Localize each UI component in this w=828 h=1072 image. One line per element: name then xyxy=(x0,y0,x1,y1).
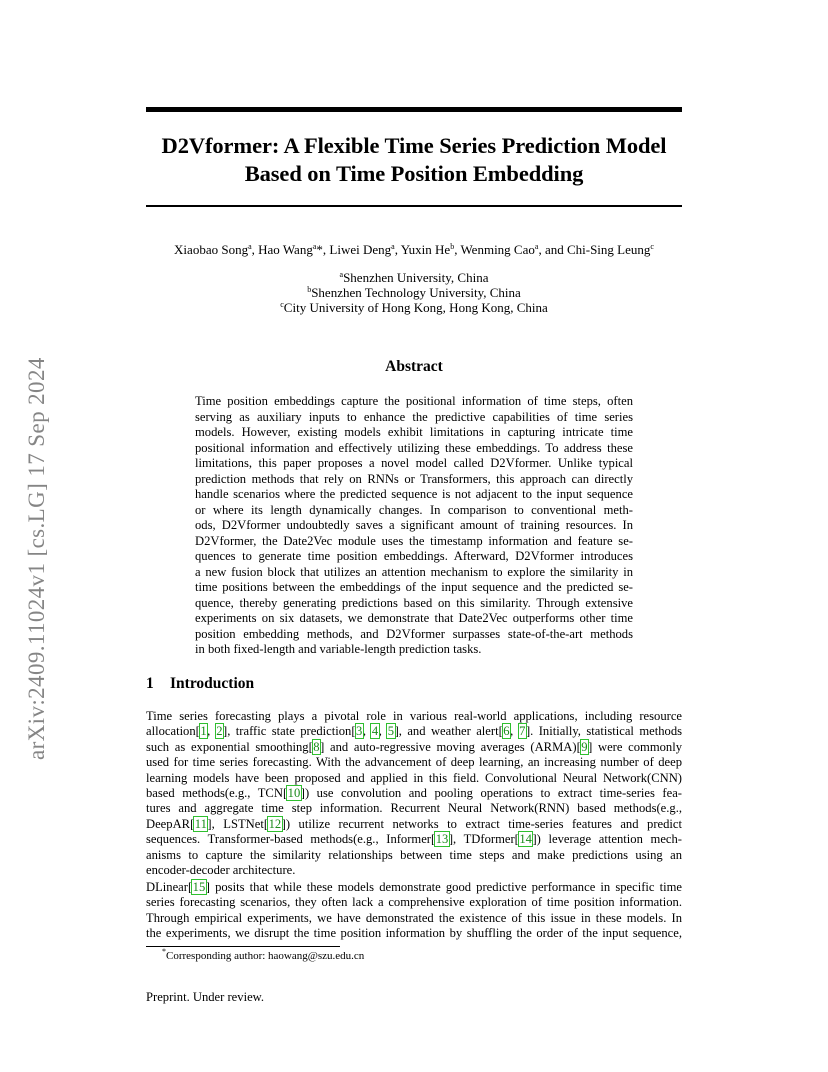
author-list: Xiaobao Song$^a$, Hao Wang$^a$*, Liwei Deng$^a$, Yuxin He$^b$, Wenming Cao$^a$, and Chi-Sing Leung$^c$ xyxy=(174,242,654,257)
author-name: Chi-Sing Leung xyxy=(566,242,651,257)
title-top-rule xyxy=(146,107,682,112)
affiliation-mark: a xyxy=(248,242,252,251)
body-line: used for time series forecasting. With the advancement of deep learning, an increasing number of deep xyxy=(146,755,682,770)
intro-paragraph-1 xyxy=(146,709,682,878)
citation-link[interactable]: 1 xyxy=(200,724,207,739)
abstract-line: serving as auxiliary inputs to enhance the predictive capabilities of time series xyxy=(195,409,633,424)
body-line: sequences. Transformer-based methods(e.g., Informer[13], TDformer[14]) leverage attention mech- xyxy=(146,832,682,847)
body-line: Time series forecasting plays a pivotal role in various real-world applications, including resource xyxy=(146,709,682,723)
affiliation-mark: a xyxy=(312,242,317,251)
body-line: Through empirical experiments, we have demonstrated the existence of this issue in these models. In xyxy=(146,910,682,925)
citation-link[interactable]: 9 xyxy=(581,739,588,754)
abstract-heading: Abstract xyxy=(385,358,443,375)
abstract-line: D2Vformer, the Date2Vec module uses the timestamp information and feature se- xyxy=(195,533,633,548)
section-title: Introduction xyxy=(170,675,255,692)
text: ) use convolution and pooling operations to extract time-series fea- xyxy=(304,786,682,801)
author-name: Xiaobao Song xyxy=(174,242,249,257)
author-name: Wenming Cao xyxy=(460,242,535,257)
corresponding-mark: * xyxy=(316,242,323,257)
body-line: encoder-decoder architecture. xyxy=(146,863,296,878)
section-number: 1 xyxy=(146,675,154,692)
abstract-line: positional information and effectively utilizing these embeddings. To address these xyxy=(195,440,633,455)
affiliation-mark: c xyxy=(650,242,654,251)
text: sequences. Transformer-based methods(e.g., Informer xyxy=(146,832,432,847)
section-heading-introduction xyxy=(146,675,254,693)
citation-link[interactable]: 6 xyxy=(503,724,510,739)
citation-link[interactable]: 7 xyxy=(519,724,526,739)
intro-paragraph-2 xyxy=(146,880,682,942)
citation-link[interactable]: 3 xyxy=(356,724,363,739)
text: . Initially, statistical methods xyxy=(530,724,683,739)
paper-title-line-1: D2Vformer: A Flexible Time Series Prediction Model xyxy=(161,133,667,158)
citation-link[interactable]: 10 xyxy=(287,786,301,801)
text: allocation xyxy=(146,724,196,739)
body-line: learning models have been proposed and applied in this field. Convolutional Neural Network(CNN) xyxy=(146,770,682,785)
paper-title-line-2: Based on Time Position Embedding xyxy=(244,161,584,186)
text: ) utilize recurrent networks to extract time-series features and predict xyxy=(285,816,683,831)
footnote xyxy=(162,947,365,962)
text: DLinear xyxy=(146,880,188,894)
citation-link[interactable]: 14 xyxy=(519,832,532,847)
citation-link[interactable]: 4 xyxy=(371,724,379,739)
abstract-line: experiments on six datasets, we demonstrate that Date2Vec outperforms other time xyxy=(195,611,633,625)
text: such as exponential smoothing xyxy=(146,739,309,754)
affiliation-mark: a xyxy=(534,242,539,251)
abstract-line: position embedding methods, and D2Vformer surpasses state-of-the-art methods xyxy=(195,626,633,641)
abstract-line: time positions between the embeddings of the input sequence and the predicted se- xyxy=(195,580,633,594)
abstract-line: Time position embeddings capture the positional information of time steps, often xyxy=(195,394,633,408)
affiliation-c xyxy=(146,300,682,316)
text: and auto-regressive moving averages (ARMA) xyxy=(324,739,577,754)
footnote-mark: * xyxy=(162,947,166,956)
body-line: series forecasting scenarios, they often lack a comprehensive exploration of time position information. xyxy=(146,895,682,910)
citation-link[interactable]: 2 xyxy=(216,724,223,739)
abstract-line: models. However, existing models exhibit limitations in capturing intricate time xyxy=(195,425,633,439)
text: posits that while these models demonstrate good predictive performance in specific time xyxy=(209,880,682,894)
affiliation-b xyxy=(146,285,682,301)
affiliation-mark: a xyxy=(339,270,344,279)
text: , and weather alert xyxy=(398,724,499,739)
abstract-body xyxy=(195,394,633,658)
abstract-line: in both fixed-length and variable-length prediction tasks. xyxy=(195,642,482,656)
affiliation-mark: c xyxy=(280,300,284,309)
body-line: such as exponential smoothing[8] and auto-regressive moving averages (ARMA)[9] were commonly xyxy=(146,739,683,754)
text: , LSTNet xyxy=(211,816,264,831)
body-line: based methods(e.g., TCN[10]) use convolution and pooling operations to extract time-series fea- xyxy=(146,786,682,801)
citation-link[interactable]: 5 xyxy=(387,724,395,739)
body-line: tures and aggregate time step information. Recurrent Neural Network(RNN) based methods(e.g., xyxy=(146,801,682,816)
body-line: the experiments, we disrupt the time position information by shuffling the order of the input sequence, xyxy=(146,926,682,941)
footnote-rule xyxy=(146,946,340,947)
body-line: DeepAR[11], LSTNet[12]) utilize recurrent networks to extract time-series features and predict xyxy=(146,816,683,831)
title-bottom-rule xyxy=(146,205,682,207)
abstract-line: quence, thereby generating predictions based on this similarity. Through extensive xyxy=(195,595,633,610)
affiliation-mark: b xyxy=(307,285,312,294)
text: were commonly xyxy=(592,739,683,754)
body-line: allocation[1, 2], traffic state prediction[3, 4, 5], and weather alert[6, 7]. Initially, statistical methods xyxy=(146,724,683,739)
abstract-line: limitations, this paper proposes a novel model called D2Vformer. Unlike typical xyxy=(195,456,633,470)
affiliation-mark: a xyxy=(391,242,395,251)
text: ) leverage attention mech- xyxy=(536,832,682,847)
text: DeepAR xyxy=(146,816,191,831)
citation-link[interactable]: 8 xyxy=(313,739,320,754)
preprint-notice: Preprint. Under review. xyxy=(146,990,265,1004)
citation-link[interactable]: 15 xyxy=(192,880,206,894)
arxiv-identifier: arXiv:2409.11024v1 [cs.LG] 17 Sep 2024 xyxy=(24,357,49,760)
footnote-text: Corresponding author: haowang@szu.edu.cn xyxy=(166,950,365,962)
affiliation-text: City University of Hong Kong, Hong Kong, China xyxy=(283,300,548,315)
affiliation-text: Shenzhen Technology University, China xyxy=(311,285,521,300)
affiliation-text: Shenzhen University, China xyxy=(343,270,489,285)
author-name: Yuxin He xyxy=(400,242,451,257)
abstract-line: ods, D2Vformer undoubtedly saves a significant amount of training resources. In xyxy=(195,518,633,532)
abstract-line: quences to generate time position embeddings. Afterward, D2Vformer introduces xyxy=(195,549,633,563)
citation-link[interactable]: 11 xyxy=(194,816,207,831)
citation-link[interactable]: 13 xyxy=(435,832,449,847)
abstract-line: or where its length dynamically changes. In comparison to conventional meth- xyxy=(195,502,633,517)
body-line: DLinear[15] posits that while these models demonstrate good predictive performance in specific time xyxy=(146,880,682,894)
abstract-line: a new fusion block that utilizes an attention mechanism to explore the similarity in xyxy=(195,564,633,579)
body-line: anisms to capture the similarity relationships between time steps and make predictions using an xyxy=(146,847,682,862)
text: , TDformer xyxy=(453,832,515,847)
affiliation-a xyxy=(146,270,682,286)
abstract-line: prediction methods that rely on RNNs or Transformers, this approach can directly xyxy=(195,471,633,486)
author-name: Hao Wang xyxy=(258,242,313,257)
text: , traffic state prediction xyxy=(227,724,352,739)
text: based methods(e.g., TCN xyxy=(146,786,283,801)
abstract-line: handle scenarios where the predicted sequence is not adjacent to the input sequence xyxy=(195,487,633,501)
citation-link[interactable]: 12 xyxy=(268,816,282,831)
affiliation-mark: b xyxy=(450,242,455,251)
author-name: Liwei Deng xyxy=(329,242,392,257)
